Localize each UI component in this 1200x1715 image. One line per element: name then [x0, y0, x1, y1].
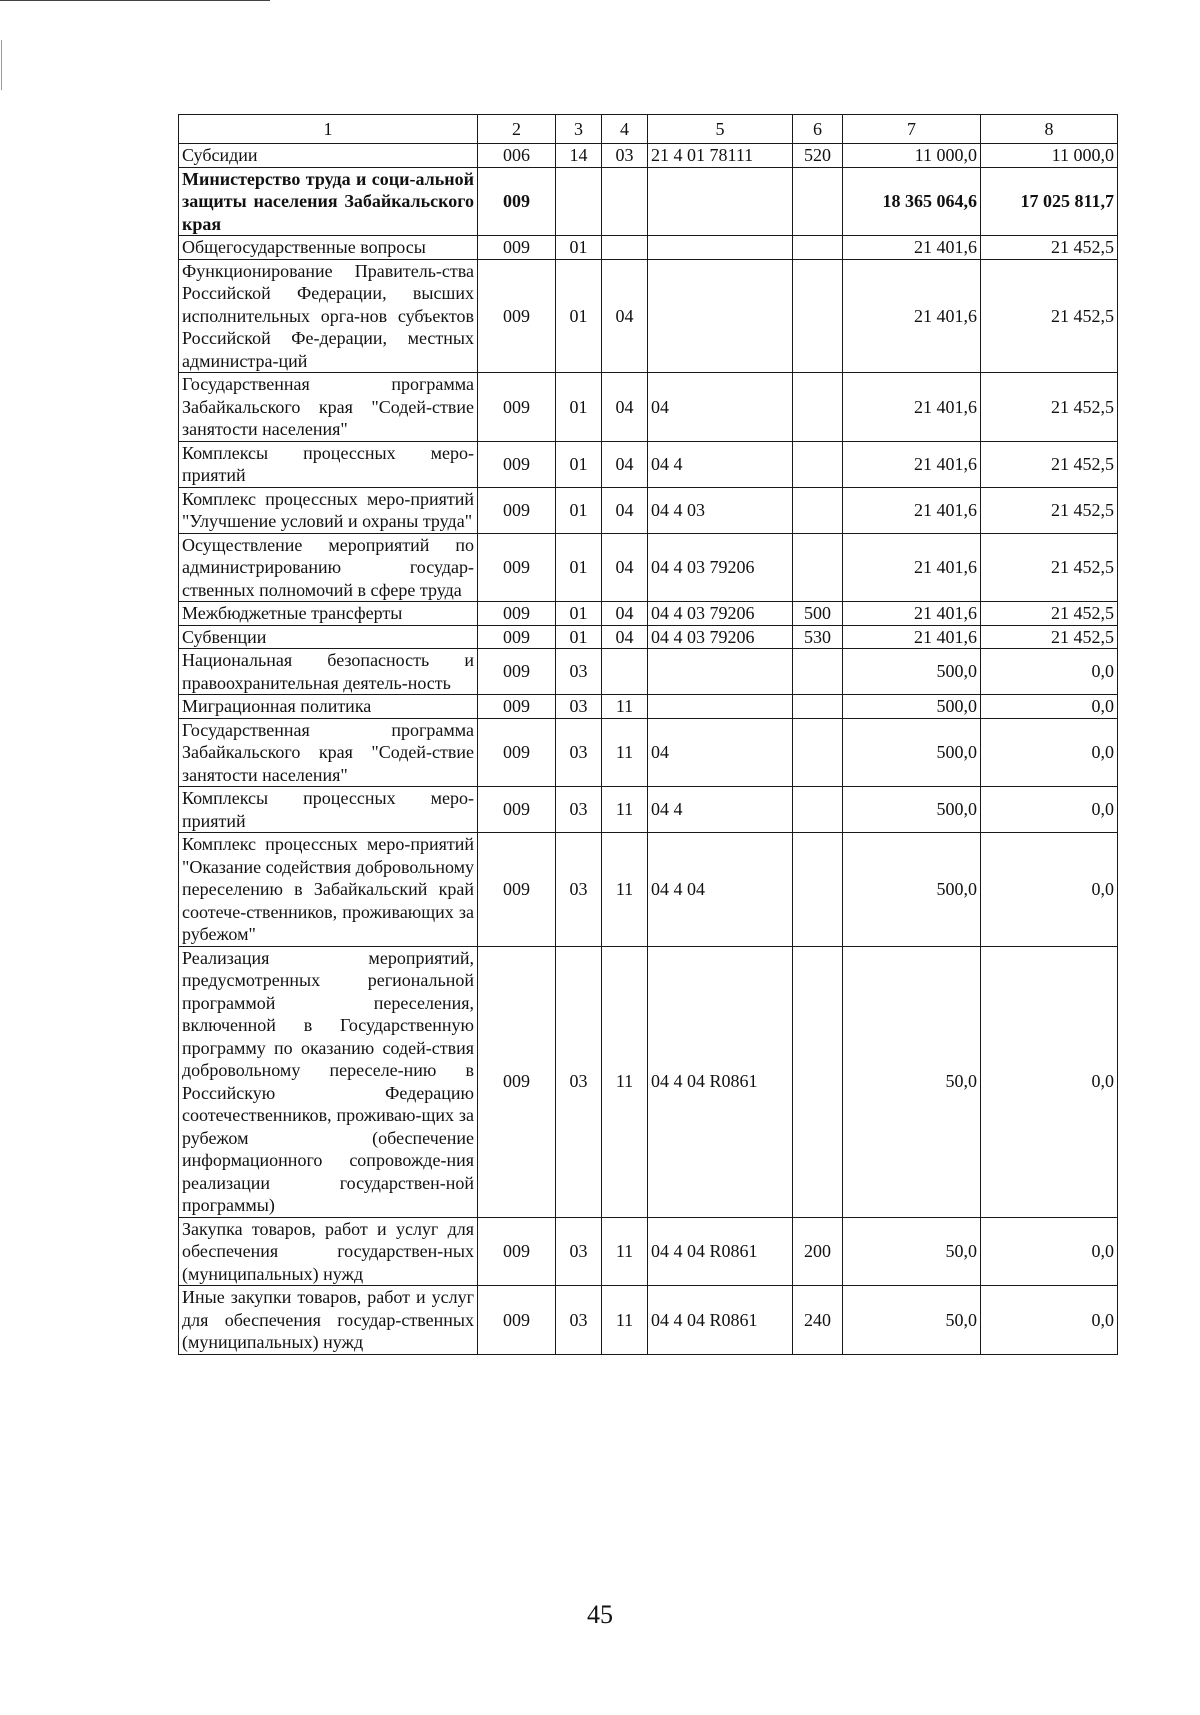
section-code-cell: 01: [556, 625, 602, 649]
section-code-cell: 01: [556, 487, 602, 533]
target-article-cell: 21 4 01 78111: [648, 144, 793, 168]
expense-type-cell: [793, 487, 843, 533]
amount-col8-cell: 0,0: [981, 1217, 1118, 1286]
table-row: [179, 167, 1118, 236]
expense-type-cell: [793, 787, 843, 833]
table-row: [179, 373, 1118, 442]
column-header: 6: [793, 115, 843, 144]
target-article-cell: 04 4 04: [648, 833, 793, 947]
subsection-code-cell: 11: [602, 718, 648, 787]
table-body: [179, 144, 1118, 1355]
subsection-code-cell: 11: [602, 1286, 648, 1355]
amount-col8-cell: 17 025 811,7: [981, 167, 1118, 236]
subsection-code-cell: 03: [602, 144, 648, 168]
row-name-cell: Миграционная политика: [179, 695, 478, 719]
amount-col7-cell: 50,0: [843, 946, 981, 1217]
expense-type-cell: [793, 373, 843, 442]
section-code-cell: 01: [556, 441, 602, 487]
scan-edge-line: [0, 0, 270, 1]
row-name-cell: Национальная безопасность и правоохранительная деятель-ность: [179, 649, 478, 695]
target-article-cell: 04 4 03 79206: [648, 625, 793, 649]
section-code-cell: 03: [556, 718, 602, 787]
row-name-cell: Субсидии: [179, 144, 478, 168]
amount-col8-cell: 21 452,5: [981, 259, 1118, 373]
section-code-cell: 01: [556, 373, 602, 442]
expense-type-cell: [793, 718, 843, 787]
table-row: [179, 441, 1118, 487]
table-row: [179, 236, 1118, 260]
table-row: [179, 602, 1118, 626]
section-code-cell: 01: [556, 602, 602, 626]
section-code-cell: 03: [556, 787, 602, 833]
amount-col8-cell: 0,0: [981, 649, 1118, 695]
column-header: 2: [478, 115, 556, 144]
expense-type-cell: 240: [793, 1286, 843, 1355]
target-article-cell: 04 4 03 79206: [648, 533, 793, 602]
expense-type-cell: [793, 533, 843, 602]
table-row: [179, 259, 1118, 373]
column-header: 1: [179, 115, 478, 144]
amount-col7-cell: 500,0: [843, 718, 981, 787]
table-row: [179, 487, 1118, 533]
target-article-cell: 04 4 03: [648, 487, 793, 533]
amount-col8-cell: 21 452,5: [981, 533, 1118, 602]
subsection-code-cell: [602, 236, 648, 260]
amount-col8-cell: 21 452,5: [981, 236, 1118, 260]
subsection-code-cell: [602, 649, 648, 695]
subsection-code-cell: [602, 167, 648, 236]
amount-col8-cell: 0,0: [981, 718, 1118, 787]
column-header: 4: [602, 115, 648, 144]
amount-col8-cell: 21 452,5: [981, 441, 1118, 487]
amount-col7-cell: 18 365 064,6: [843, 167, 981, 236]
section-code-cell: 01: [556, 236, 602, 260]
amount-col7-cell: 21 401,6: [843, 259, 981, 373]
amount-col7-cell: 500,0: [843, 833, 981, 947]
ministry-code-cell: 009: [478, 236, 556, 260]
row-name-cell: Комплексы процессных меро-приятий: [179, 787, 478, 833]
amount-col8-cell: 11 000,0: [981, 144, 1118, 168]
target-article-cell: 04 4: [648, 441, 793, 487]
subsection-code-cell: 04: [602, 487, 648, 533]
ministry-code-cell: 009: [478, 259, 556, 373]
ministry-code-cell: 009: [478, 602, 556, 626]
subsection-code-cell: 04: [602, 373, 648, 442]
target-article-cell: 04 4 04 R0861: [648, 1217, 793, 1286]
ministry-code-cell: 009: [478, 787, 556, 833]
amount-col7-cell: 21 401,6: [843, 373, 981, 442]
amount-col7-cell: 500,0: [843, 787, 981, 833]
target-article-cell: [648, 259, 793, 373]
table-row: [179, 1286, 1118, 1355]
row-name-cell: Комплекс процессных меро-приятий "Улучшение условий и охраны труда": [179, 487, 478, 533]
amount-col8-cell: 0,0: [981, 1286, 1118, 1355]
ministry-code-cell: 009: [478, 373, 556, 442]
row-name-cell: Общегосударственные вопросы: [179, 236, 478, 260]
section-code-cell: 01: [556, 259, 602, 373]
column-header: 3: [556, 115, 602, 144]
table-row: [179, 144, 1118, 168]
ministry-code-cell: 009: [478, 625, 556, 649]
ministry-code-cell: 009: [478, 833, 556, 947]
row-name-cell: Комплексы процессных меро-приятий: [179, 441, 478, 487]
expense-type-cell: [793, 259, 843, 373]
amount-col8-cell: 21 452,5: [981, 487, 1118, 533]
table-row: [179, 625, 1118, 649]
target-article-cell: 04: [648, 718, 793, 787]
expense-type-cell: 530: [793, 625, 843, 649]
expense-type-cell: [793, 649, 843, 695]
row-name-cell: Иные закупки товаров, работ и услуг для обеспечения государ-ственных (муниципальных) нужд: [179, 1286, 478, 1355]
expense-type-cell: [793, 695, 843, 719]
section-code-cell: 03: [556, 649, 602, 695]
row-name-cell: Государственная программа Забайкальского края "Содей-ствие занятости населения": [179, 373, 478, 442]
subsection-code-cell: 11: [602, 946, 648, 1217]
ministry-code-cell: 009: [478, 1286, 556, 1355]
amount-col7-cell: 50,0: [843, 1217, 981, 1286]
section-code-cell: 03: [556, 833, 602, 947]
section-code-cell: 14: [556, 144, 602, 168]
amount-col8-cell: 21 452,5: [981, 373, 1118, 442]
section-code-cell: 03: [556, 946, 602, 1217]
row-name-cell: Реализация мероприятий, предусмотренных региональной программой переселения, включенной в Государственную программу по оказанию содей-ствия добровольному переселе-нию в Российскую Федерацию соотечественников, проживаю-щих за рубежом (обеспечение информационного сопровожде-ния реализации государствен-ной программы): [179, 946, 478, 1217]
row-name-cell: Закупка товаров, работ и услуг для обеспечения государствен-ных (муниципальных) нужд: [179, 1217, 478, 1286]
subsection-code-cell: 04: [602, 625, 648, 649]
section-code-cell: 03: [556, 1286, 602, 1355]
row-name-cell: Министерство труда и соци-альной защиты населения Забайкальского края: [179, 167, 478, 236]
target-article-cell: 04: [648, 373, 793, 442]
table-row: [179, 787, 1118, 833]
row-name-cell: Осуществление мероприятий по администрированию государ-ственных полномочий в сфере труда: [179, 533, 478, 602]
row-name-cell: Государственная программа Забайкальского края "Содей-ствие занятости населения": [179, 718, 478, 787]
row-name-cell: Комплекс процессных меро-приятий "Оказание содействия добровольному переселению в Забайкальский край соотече-ственников, проживающих за рубежом": [179, 833, 478, 947]
ministry-code-cell: 009: [478, 649, 556, 695]
subsection-code-cell: 04: [602, 441, 648, 487]
expense-type-cell: [793, 441, 843, 487]
amount-col8-cell: 21 452,5: [981, 602, 1118, 626]
expense-type-cell: 200: [793, 1217, 843, 1286]
expense-type-cell: [793, 833, 843, 947]
target-article-cell: 04 4 04 R0861: [648, 1286, 793, 1355]
section-code-cell: [556, 167, 602, 236]
table-row: [179, 833, 1118, 947]
column-header: 7: [843, 115, 981, 144]
ministry-code-cell: 009: [478, 718, 556, 787]
target-article-cell: 04 4 04 R0861: [648, 946, 793, 1217]
table-row: [179, 649, 1118, 695]
section-code-cell: 03: [556, 1217, 602, 1286]
ministry-code-cell: 006: [478, 144, 556, 168]
row-name-cell: Межбюджетные трансферты: [179, 602, 478, 626]
expense-type-cell: [793, 236, 843, 260]
amount-col8-cell: 0,0: [981, 695, 1118, 719]
ministry-code-cell: 009: [478, 441, 556, 487]
amount-col7-cell: 21 401,6: [843, 625, 981, 649]
table-row: [179, 718, 1118, 787]
target-article-cell: [648, 695, 793, 719]
amount-col8-cell: 0,0: [981, 787, 1118, 833]
table-row: [179, 695, 1118, 719]
subsection-code-cell: 11: [602, 695, 648, 719]
amount-col7-cell: 21 401,6: [843, 533, 981, 602]
scan-edge-mark: [1, 40, 2, 90]
subsection-code-cell: 11: [602, 787, 648, 833]
subsection-code-cell: 11: [602, 1217, 648, 1286]
subsection-code-cell: 04: [602, 259, 648, 373]
expense-type-cell: 520: [793, 144, 843, 168]
amount-col7-cell: 50,0: [843, 1286, 981, 1355]
column-header: 5: [648, 115, 793, 144]
page-number: 45: [587, 1600, 613, 1629]
amount-col7-cell: 21 401,6: [843, 487, 981, 533]
target-article-cell: 04 4: [648, 787, 793, 833]
target-article-cell: 04 4 03 79206: [648, 602, 793, 626]
budget-table: [178, 114, 1118, 1355]
amount-col7-cell: 21 401,6: [843, 441, 981, 487]
ministry-code-cell: 009: [478, 946, 556, 1217]
target-article-cell: [648, 649, 793, 695]
amount-col7-cell: 500,0: [843, 695, 981, 719]
column-header: 8: [981, 115, 1118, 144]
ministry-code-cell: 009: [478, 1217, 556, 1286]
target-article-cell: [648, 167, 793, 236]
section-code-cell: 01: [556, 533, 602, 602]
target-article-cell: [648, 236, 793, 260]
amount-col8-cell: 0,0: [981, 833, 1118, 947]
subsection-code-cell: 11: [602, 833, 648, 947]
subsection-code-cell: 04: [602, 533, 648, 602]
amount-col7-cell: 11 000,0: [843, 144, 981, 168]
section-code-cell: 03: [556, 695, 602, 719]
amount-col7-cell: 500,0: [843, 649, 981, 695]
ministry-code-cell: 009: [478, 487, 556, 533]
row-name-cell: Субвенции: [179, 625, 478, 649]
ministry-code-cell: 009: [478, 167, 556, 236]
row-name-cell: Функционирование Правитель-ства Российской Федерации, высших исполнительных орга-нов субъектов Российской Фе-дерации, местных администра-ций: [179, 259, 478, 373]
table-header-row: [179, 115, 1118, 144]
amount-col8-cell: 0,0: [981, 946, 1118, 1217]
amount-col7-cell: 21 401,6: [843, 236, 981, 260]
table-row: [179, 946, 1118, 1217]
expense-type-cell: [793, 946, 843, 1217]
subsection-code-cell: 04: [602, 602, 648, 626]
amount-col8-cell: 21 452,5: [981, 625, 1118, 649]
expense-type-cell: 500: [793, 602, 843, 626]
table-row: [179, 533, 1118, 602]
ministry-code-cell: 009: [478, 695, 556, 719]
expense-type-cell: [793, 167, 843, 236]
table-row: [179, 1217, 1118, 1286]
ministry-code-cell: 009: [478, 533, 556, 602]
amount-col7-cell: 21 401,6: [843, 602, 981, 626]
